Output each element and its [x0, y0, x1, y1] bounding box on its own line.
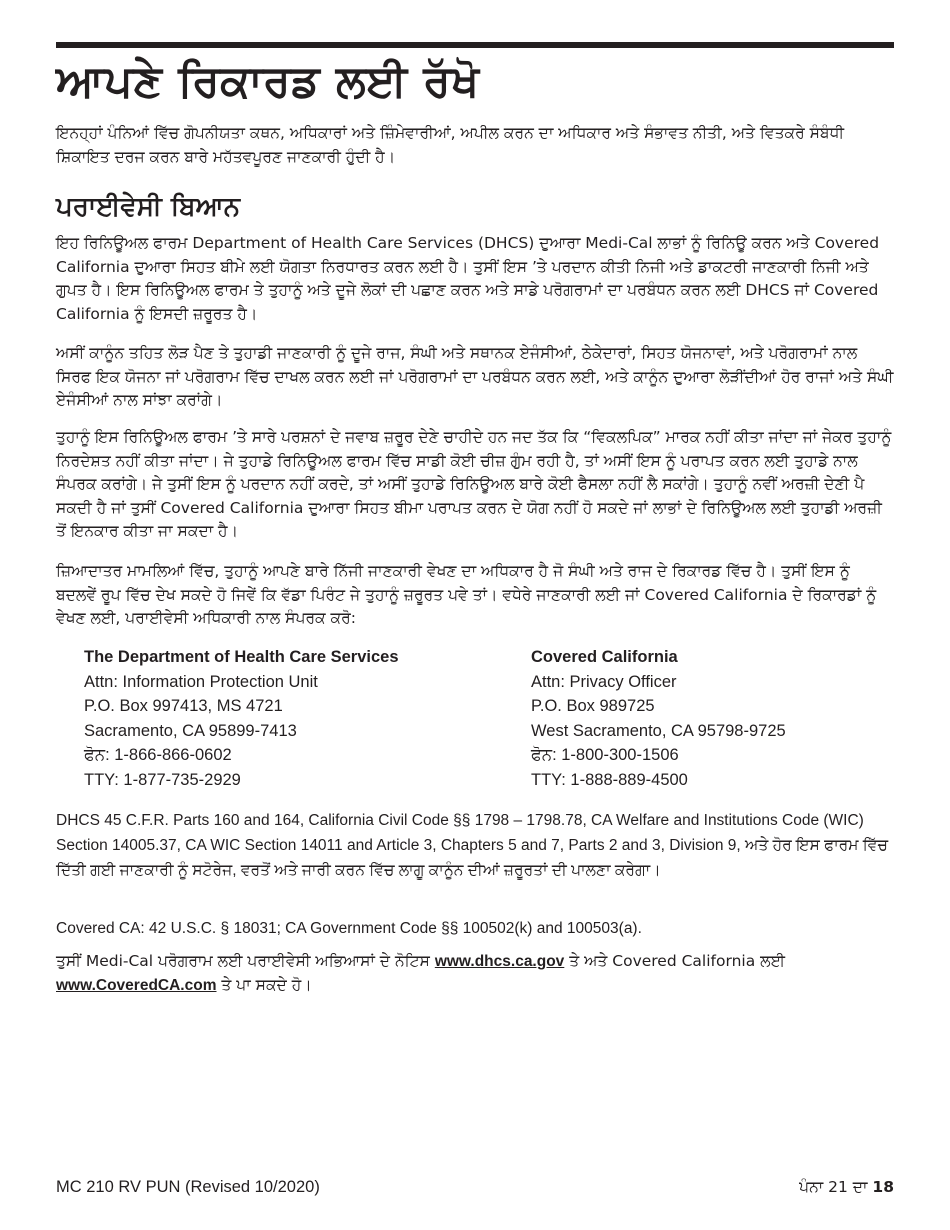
legal-citation-covered: Covered CA: 42 U.S.C. § 18031; CA Government Code §§ 100502(k) and 100503(a).	[56, 920, 642, 937]
notice-text-before: ਤੁਸੀਂ Medi-Cal ਪਰੋਗਰਾਮ ਲਈ ਪਰਾਈਵੇਸੀ ਅਭਿਆਸਾਂ ਦੇ ਨੋਟਿਸ	[56, 952, 435, 970]
dhcs-name: The Department of Health Care Services	[84, 648, 399, 666]
covered-address-block	[531, 645, 786, 793]
dhcs-website-link[interactable]: www.dhcs.ca.gov	[434, 953, 565, 970]
dhcs-phone: ਫੋਨ: 1-866-866-0602	[84, 746, 232, 765]
covered-name: Covered California	[531, 648, 678, 666]
notice-text-after: ਤੇ ਪਾ ਸਕਦੇ ਹੋ।	[216, 975, 312, 994]
dhcs-tty: TTY: 1-877-735-2929	[84, 770, 241, 789]
top-rule	[56, 42, 894, 48]
form-id: MC 210 RV PUN (Revised 10/2020)	[56, 1178, 320, 1196]
legal-citation-dhcs: DHCS 45 C.F.R. Parts 160 and 164, California Civil Code §§ 1798 – 1798.78, CA Welfare and Institutions Code (WIC) Section 14005.37, CA WIC Section 14011 and Article 3, Chapters 5 and 7, Parts 2 and 3, Division 9, ਅਤੇ ਹੋਰ ਇਸ ਫਾਰਮ ਵਿੱਚ ਦਿੱਤੀ ਗਈ ਜਾਣਕਾਰੀ ਨੂੰ ਸਟੋਰੇਜ, ਵਰਤੋਂ ਅਤੇ ਜਾਰੀ ਕਰਨ ਵਿੱਚ ਲਾਗੂ ਕਾਨੂੰਨ ਦੀਆਂ ਜ਼ਰੂਰਤਾਂ ਦੀ ਪਾਲਣਾ ਕਰੇਗਾ।	[56, 812, 888, 879]
page-number	[799, 1178, 894, 1197]
dhcs-attn: Attn: Information Protection Unit	[84, 672, 318, 691]
dhcs-address-block	[84, 645, 399, 793]
privacy-paragraph-1: ਇਹ ਰਿਨਿਊਅਲ ਫਾਰਮ Department of Health Care Services (DHCS) ਦੁਆਰਾ Medi-Cal ਲਾਭਾਂ ਨੂੰ ਰਿਨਿਊ ਕਰਨ ਅਤੇ Covered California ਦੁਆਰਾ ਸਿਹਤ ਬੀਮੇ ਲਈ ਯੋਗਤਾ ਨਿਰਧਾਰਤ ਕਰਨ ਲਈ ਹੈ। ਤੁਸੀਂ ਇਸ ’ਤੇ ਪਰਦਾਨ ਕੀਤੀ ਨਿਜੀ ਅਤੇ ਡਾਕਟਰੀ ਜਾਣਕਾਰੀ ਨਿਜੀ ਅਤੇ ਗੁਪਤ ਹੈ। ਇਸ ਰਿਨਿਊਅਲ ਫਾਰਮ ਤੇ ਤੁਹਾਨੂੰ ਅਤੇ ਦੂਜੇ ਲੋਕਾਂ ਦੀ ਪਛਾਣ ਕਰਨ ਅਤੇ ਸਾਡੇ ਪਰੋਗਰਾਮਾਂ ਦਾ ਪਰਬੰਧਨ ਕਰਨ ਲਈ DHCS ਜਾਂ Covered California ਨੂੰ ਇਸਦੀ ਜ਼ਰੂਰਤ ਹੈ।	[56, 234, 880, 323]
privacy-paragraph-2: ਅਸੀਂ ਕਾਨੂੰਨ ਤਹਿਤ ਲੋੜ ਪੈਣ ਤੇ ਤੁਹਾਡੀ ਜਾਣਕਾਰੀ ਨੂੰ ਦੂਜੇ ਰਾਜ, ਸੰਘੀ ਅਤੇ ਸਥਾਨਕ ਏਜੰਸੀਆਂ, ਠੇਕੇਦਾਰਾਂ, ਸਿਹਤ ਯੋਜਨਾਵਾਂ, ਅਤੇ ਪਰੋਗਰਾਮਾਂ ਨਾਲ ਸਿਰਫ ਇਕ ਯੋਜਨਾ ਜਾਂ ਪਰੋਗਰਾਮ ਵਿੱਚ ਦਾਖਲ ਕਰਨ ਲਈ ਜਾਂ ਪਰੋਗਰਾਮਾਂ ਦਾ ਪਰਬੰਧਨ ਕਰਨ ਲਈ, ਅਤੇ ਕਾਨੂੰਨ ਦੁਆਰਾ ਲੋੜੀਂਦੀਆਂ ਹੋਰ ਰਾਜਾਂ ਅਤੇ ਸੰਘੀ ਏਜੰਸੀਆਂ ਨਾਲ ਸਾਂਝਾ ਕਰਾਂਗੇ।	[56, 344, 894, 409]
covered-city: West Sacramento, CA 95798-9725	[531, 721, 786, 740]
notice-paragraph	[56, 950, 894, 997]
privacy-heading: ਪਰਾਈਵੇਸੀ ਬਿਆਨ	[56, 192, 241, 222]
page-title: ਆਪਣੇ ਰਿਕਾਰਡ ਲਈ ਰੱਖੋ	[56, 56, 480, 107]
page-total: 18	[872, 1178, 894, 1196]
dhcs-city: Sacramento, CA 95899-7413	[84, 721, 297, 740]
privacy-paragraph-4: ਜ਼ਿਆਦਾਤਰ ਮਾਮਲਿਆਂ ਵਿੱਚ, ਤੁਹਾਨੂੰ ਆਪਣੇ ਬਾਰੇ ਨਿੱਜੀ ਜਾਣਕਾਰੀ ਵੇਖਣ ਦਾ ਅਧਿਕਾਰ ਹੈ ਜੋ ਸੰਘੀ ਅਤੇ ਰਾਜ ਦੇ ਰਿਕਾਰਡ ਵਿੱਚ ਹੈ। ਤੁਸੀਂ ਇਸ ਨੂੰ ਬਦਲਵੇਂ ਰੂਪ ਵਿੱਚ ਦੇਖ ਸਕਦੇ ਹੋ ਜਿਵੇਂ ਕਿ ਵੱਡਾ ਪਿਰੰਟ ਜੇ ਤੁਹਾਨੂੰ ਜ਼ਰੂਰਤ ਪਵੇ ਤਾਂ। ਵਧੇਰੇ ਜਾਣਕਾਰੀ ਲਈ ਜਾਂ Covered California ਦੇ ਰਿਕਾਰਡਾਂ ਨੂੰ ਵੇਖਣ ਲਈ, ਪਰਾਈਵੇਸੀ ਅਧਿਕਾਰੀ ਨਾਲ ਸੰਪਰਕ ਕਰੋ:	[56, 562, 877, 627]
page-number-label: ਪੰਨਾ 21 ਦਾ	[799, 1178, 873, 1196]
notice-text-middle: ਤੇ ਅਤੇ Covered California ਲਈ	[564, 952, 786, 970]
coveredca-website-link[interactable]: www.CoveredCA.com	[56, 976, 217, 994]
dhcs-po-box: P.O. Box 997413, MS 4721	[84, 697, 283, 716]
covered-attn: Attn: Privacy Officer	[531, 672, 677, 691]
intro-paragraph: ਇਨਹ੍ਹਾਂ ਪੰਨਿਆਂ ਵਿੱਚ ਗੋਪਨੀਯਤਾ ਕਥਨ, ਅਧਿਕਾਰਾਂ ਅਤੇ ਜ਼ਿੰਮੇਵਾਰੀਆਂ, ਅਪੀਲ ਕਰਨ ਦਾ ਅਧਿਕਾਰ ਅਤੇ ਸੰਭਾਵਤ ਨੀਤੀ, ਅਤੇ ਵਿਤਕਰੇ ਸੰਬੰਧੀ ਸ਼ਿਕਾਇਤ ਦਰਜ ਕਰਨ ਬਾਰੇ ਮਹੱਤਵਪੂਰਣ ਜਾਣਕਾਰੀ ਹੁੰਦੀ ਹੈ।	[56, 124, 845, 166]
covered-tty: TTY: 1-888-889-4500	[531, 770, 688, 789]
privacy-paragraph-3: ਤੁਹਾਨੂੰ ਇਸ ਰਿਨਿਊਅਲ ਫਾਰਮ ’ਤੇ ਸਾਰੇ ਪਰਸ਼ਨਾਂ ਦੇ ਜਵਾਬ ਜ਼ਰੂਰ ਦੇਣੇ ਚਾਹੀਦੇ ਹਨ ਜਦ ਤੱਕ ਕਿ “ਵਿਕਲਪਿਕ” ਮਾਰਕ ਨਹੀਂ ਕੀਤਾ ਜਾਂਦਾ ਜਾਂ ਜੇਕਰ ਤੁਹਾਨੂੰ ਨਿਰਦੇਸ਼ਤ ਨਹੀਂ ਕੀਤਾ ਜਾਂਦਾ। ਜੇ ਤੁਹਾਡੇ ਰਿਨਿਊਅਲ ਫਾਰਮ ਵਿੱਚ ਸਾਡੀ ਕੋਈ ਚੀਜ਼ ਗੁੰਮ ਰਹੀ ਹੈ, ਤਾਂ ਅਸੀਂ ਇਸ ਨੂੰ ਪਰਾਪਤ ਕਰਨ ਲਈ ਤੁਹਾਡੇ ਨਾਲ ਸੰਪਰਕ ਕਰਾਂਗੇ। ਜੇ ਤੁਸੀਂ ਇਸ ਨੂੰ ਪਰਦਾਨ ਨਹੀਂ ਕਰਦੇ, ਤਾਂ ਅਸੀਂ ਤੁਹਾਡੇ ਰਿਨਿਊਅਲ ਬਾਰੇ ਕੋਈ ਫੈਸਲਾ ਨਹੀਂ ਲੈ ਸਕਾਂਗੇ। ਤੁਹਾਨੂੰ ਨਵੀਂ ਅਰਜ਼ੀ ਦੇਣੀ ਪੈ ਸਕਦੀ ਹੈ ਜਾਂ ਤੁਸੀਂ Covered California ਦੁਆਰਾ ਸਿਹਤ ਬੀਮਾ ਪਰਾਪਤ ਕਰਨ ਦੇ ਯੋਗ ਨਹੀਂ ਹੋ ਸਕਦੇ ਜਾਂ ਲਾਭਾਂ ਦੇ ਰਿਨਿਊਅਲ ਲਈ ਤੁਹਾਡੀ ਅਰਜ਼ੀ ਤੋਂ ਇਨਕਾਰ ਕੀਤਾ ਜਾ ਸਕਦਾ ਹੈ।	[56, 428, 892, 540]
covered-phone: ਫੋਨ: 1-800-300-1506	[531, 746, 679, 765]
covered-po-box: P.O. Box 989725	[531, 697, 655, 716]
